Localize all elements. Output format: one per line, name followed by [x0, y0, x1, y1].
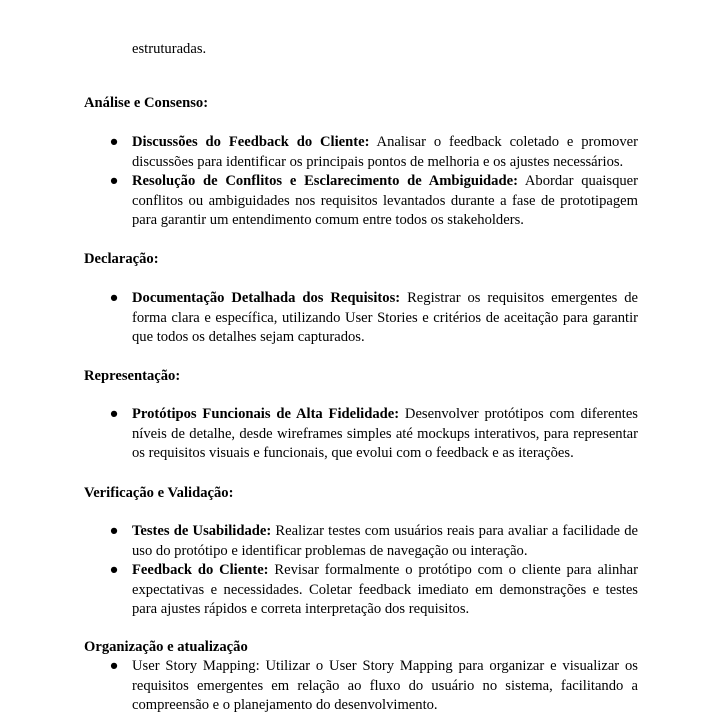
item-label: Testes de Usabilidade:: [132, 523, 272, 539]
item-text: Registrar os requisitos emergentes de forma clara e específica, utilizando User Stories e critérios de aceitação para garantir que todos os detalhes sejam capturados.: [132, 290, 639, 345]
section-heading-organizacao: Organização e atualização: [84, 639, 248, 655]
item-label: Discussões do Feedback do Cliente:: [132, 134, 370, 150]
list-item: [84, 172, 638, 231]
item-text: Realizar testes com usuários reais para avaliar a facilidade de uso do protótipo e identificar problemas de navegação ou interação.: [132, 523, 638, 559]
item-text: Abordar quaisquer conflitos ou ambiguidades nos requisitos levantados durante a fase de prototipagem para garantir um entendimento comum entre todos os stakeholders.: [132, 173, 638, 228]
section-heading-verificacao: Verificação e Validação:: [84, 485, 234, 501]
section-list-organizacao: [84, 657, 638, 716]
list-item: [84, 561, 638, 620]
section-heading-declaracao: Declaração:: [84, 251, 159, 267]
bullet-icon: ●: [109, 406, 119, 422]
item-label: Feedback do Cliente:: [132, 562, 269, 578]
list-item: [84, 133, 638, 172]
continuation-text: estruturadas.: [132, 41, 207, 57]
bullet-icon: ●: [109, 290, 119, 306]
bullet-icon: ●: [109, 658, 119, 674]
section-list-representacao: [84, 405, 638, 464]
section-list-verificacao: [84, 522, 638, 620]
list-item: [84, 522, 638, 561]
section-list-analise: [84, 133, 638, 231]
item-text: Analisar o feedback coletado e promover discussões para identificar os principais pontos de melhoria e os ajustes necessários.: [132, 134, 638, 170]
bullet-icon: ●: [109, 562, 119, 578]
section-heading-representacao: Representação:: [84, 368, 181, 384]
list-item: [84, 657, 638, 716]
bullet-icon: ●: [109, 173, 119, 189]
list-item: [84, 289, 638, 348]
section-heading-analise: Análise e Consenso:: [84, 95, 209, 111]
item-label: Resolução de Conflitos e Esclarecimento de Ambiguidade:: [132, 173, 518, 189]
item-text: User Story Mapping: Utilizar o User Story Mapping para organizar e visualizar os requisitos emergentes em relação ao fluxo do usuário no sistema, facilitando a compreensão e o planejamento do desenvolvimento.: [132, 658, 638, 713]
section-list-declaracao: [84, 289, 638, 348]
bullet-icon: ●: [109, 134, 119, 150]
bullet-icon: ●: [109, 523, 119, 539]
item-text: Revisar formalmente o protótipo com o cliente para alinhar expectativas e necessidades. Coletar feedback imediato em demonstrações e testes para ajustes rápidos e correta interpretação dos requisitos.: [132, 562, 638, 617]
list-item: [84, 405, 638, 464]
item-label: Documentação Detalhada dos Requisitos:: [132, 290, 401, 306]
item-text: Desenvolver protótipos com diferentes níveis de detalhe, desde wireframes simples até mockups interativos, para representar os requisitos visuais e funcionais, que evolui com o feedback e as iterações.: [132, 406, 638, 461]
item-label: Protótipos Funcionais de Alta Fidelidade:: [132, 406, 400, 422]
